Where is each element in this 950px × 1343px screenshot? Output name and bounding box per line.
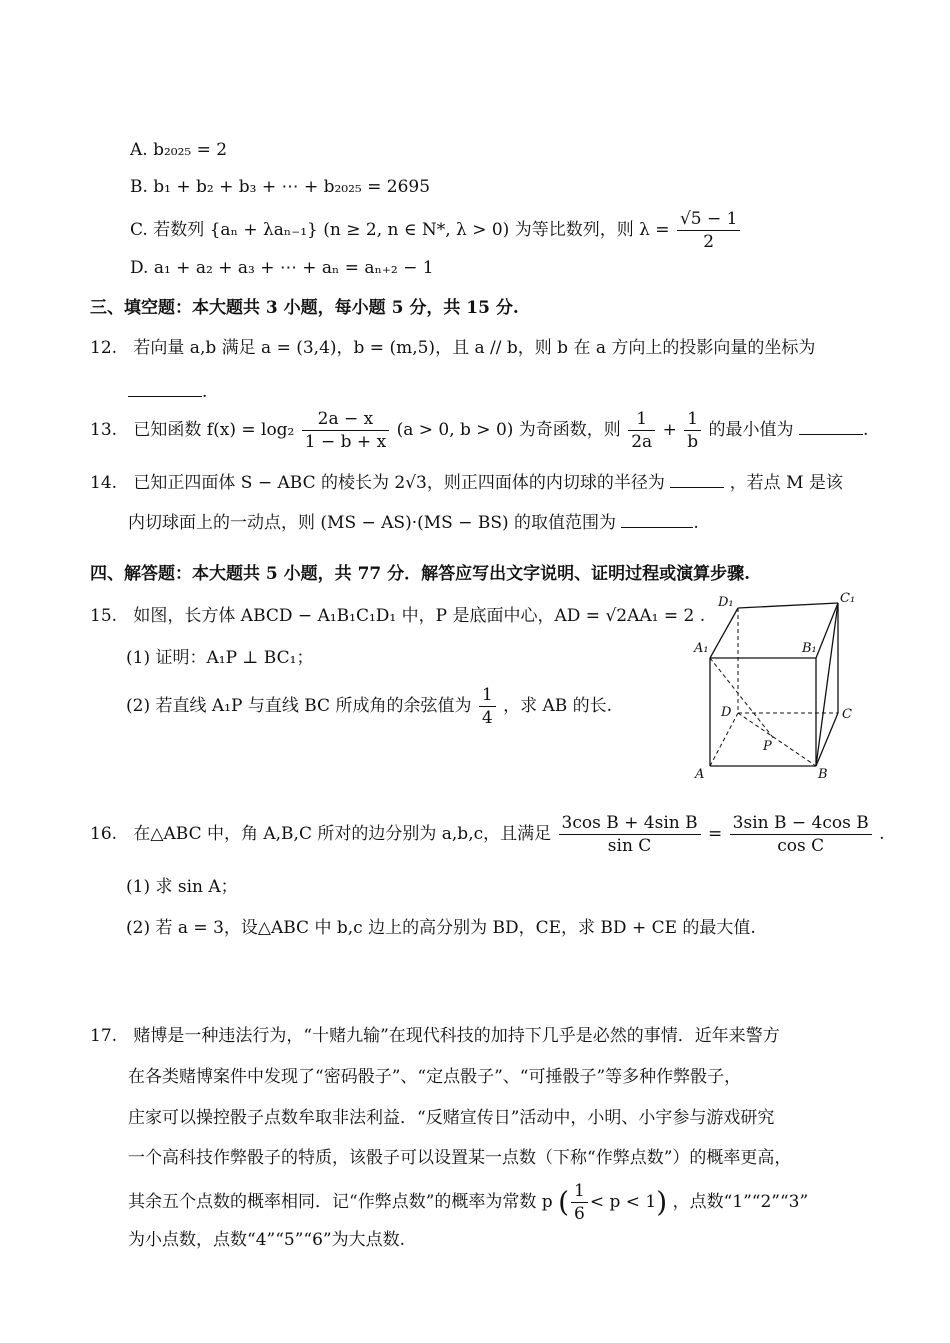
q15-part-2 [126,684,612,729]
option-c-num: √5 − 1 [677,208,741,231]
q12-end: . [202,382,208,402]
option-c-fraction [677,208,741,253]
q17-line-4: 一个高科技作弊骰子的特质，该骰子可以设置某一点数（下称“作弊点数”）的概率更高， [128,1148,792,1168]
q13-end: . [862,420,869,440]
label-b1: B₁ [802,641,817,656]
question-12 [90,336,815,360]
q17-line-5-mid: < p < 1 [589,1192,657,1212]
label-d: D [721,705,732,720]
q15-frac-den: 4 [481,708,493,728]
q16-number: 16. [90,824,118,844]
label-b: B [818,767,828,782]
option-c [130,208,742,253]
q12-blank [128,378,202,397]
q13-frac-1 [302,408,389,453]
q13-post: 的最小值为 [708,420,794,440]
q13-frac-3 [684,408,701,453]
q17-fraction [571,1180,588,1225]
question-14 [90,469,843,495]
section-4-heading: 四、解答题：本大题共 5 小题，共 77 分．解答应写出文字说明、证明过程或演算步骤. [90,564,751,584]
label-d1: D₁ [718,595,734,610]
q15-fraction [479,684,496,729]
option-c-den: 2 [703,232,715,252]
option-c-text: C. 若数列 {aₙ + λaₙ₋₁} (n ≥ 2, n ∈ N*, λ > 0) 为等比数列，则 λ = [130,220,670,240]
q17-line-5-pre: 其余五个点数的概率相同．记“作弊点数”的概率为常数 p [128,1192,553,1212]
q16-eq: = [708,824,723,844]
q16-frac-1-num: 3cos B + 4sin B [559,812,701,835]
q14-line1-b: ，若点 M 是该 [729,473,843,493]
q13-frac-2-num: 1 [628,408,655,431]
q13-number: 13. [90,420,118,440]
q14-line2-a: 内切球面上的一动点，则 (MS − AS)·(MS − BS) 的取值范围为 [128,513,617,533]
q15-text: 如图，长方体 ABCD − A₁B₁C₁D₁ 中，P 是底面中心，AD = √2AA₁ = 2 . [133,606,706,626]
q14-blank-1 [670,469,724,488]
option-a: A. b₂₀₂₅ = 2 [130,140,228,160]
q13-pre: 已知函数 f(x) = log₂ [133,420,295,440]
q16-frac-1 [559,812,701,857]
q14-blank-2 [621,509,693,528]
q15-frac-num: 1 [479,684,496,707]
q13-blank [799,416,863,435]
q14-number: 14. [90,473,118,493]
q12-answer-line [128,378,207,404]
label-c: C [842,707,852,722]
q17-line-6: 为小点数，点数“4”“5”“6”为大点数. [128,1230,405,1250]
question-15 [90,604,705,628]
q16-part-2: (2) 若 a = 3，设△ABC 中 b,c 边上的高分别为 BD，CE，求 BD + CE 的最大值. [126,918,756,938]
q15-part-2-pre: (2) 若直线 A₁P 与直线 BC 所成角的余弦值为 [126,696,472,716]
label-c1: C₁ [840,591,856,606]
q17-frac-den: 6 [574,1204,585,1224]
q14-line2 [128,509,699,535]
q17-line-2: 在各类赌博案件中发现了“密码骰子”、“定点骰子”、“可捶骰子”等多种作弊骰子， [128,1067,742,1087]
q16-frac-1-den: sin C [607,836,652,856]
label-p: P [763,739,772,754]
label-a1: A₁ [694,641,709,656]
q13-frac-1-den: 1 − b + x [304,432,387,452]
q16-frac-2-den: cos C [777,836,825,856]
q13-frac-2 [628,408,655,453]
q17-paren-close: ) [656,1185,668,1219]
q14-line1-a: 已知正四面体 S − ABC 的棱长为 2√3，则正四面体的内切球的半径为 [133,473,665,493]
question-16 [90,812,885,857]
q17-number: 17. [90,1026,118,1046]
q13-frac-3-num: 1 [684,408,701,431]
cuboid-figure [690,588,870,788]
option-d: D. a₁ + a₂ + a₃ + ⋯ + aₙ = aₙ₊₂ − 1 [130,258,434,278]
q12-text: 若向量 a,b 满足 a = (3,4)，b = (m,5)，且 a // b，则 b 在 a 方向上的投影向量的坐标为 [133,338,816,358]
q16-end: . [879,824,885,844]
q17-paren-open: ( [558,1185,570,1219]
q17-line-1: 赌博是一种违法行为，“十赌九输”在现代科技的加持下几乎是必然的事情．近年来警方 [133,1026,780,1046]
q17-line-3: 庄家可以操控骰子点数牟取非法利益．“反赌宣传日”活动中，小明、小宇参与游戏研究 [128,1108,775,1128]
q13-frac-2-den: 2a [631,432,653,452]
q16-pre: 在△ABC 中，角 A,B,C 所对的边分别为 a,b,c，且满足 [133,824,552,844]
question-13 [90,408,868,453]
q12-number: 12. [90,338,118,358]
section-3-heading: 三、填空题：本大题共 3 小题，每小题 5 分，共 15 分. [90,298,519,318]
q15-part-1: (1) 证明：A₁P ⊥ BC₁； [126,648,314,668]
q17-line-5 [128,1180,808,1225]
question-17 [90,1024,780,1048]
q16-frac-2-num: 3sin B − 4cos B [730,812,872,835]
q13-frac-3-den: b [687,432,699,452]
q13-mid: (a > 0, b > 0) 为奇函数，则 [396,420,621,440]
q14-end: . [693,513,699,533]
q15-number: 15. [90,606,118,626]
option-b: B. b₁ + b₂ + b₃ + ⋯ + b₂₀₂₅ = 2695 [130,177,431,197]
q16-part-1: (1) 求 sin A； [126,877,238,897]
q17-frac-num: 1 [571,1180,588,1203]
label-a: A [695,767,705,782]
q16-frac-2 [730,812,872,857]
q13-plus: + [662,420,677,440]
q17-line-5-post: ，点数“1”“2”“3” [672,1192,809,1212]
q15-part-2-post: ，求 AB 的长. [503,696,613,716]
q13-frac-1-num: 2a − x [302,408,389,431]
